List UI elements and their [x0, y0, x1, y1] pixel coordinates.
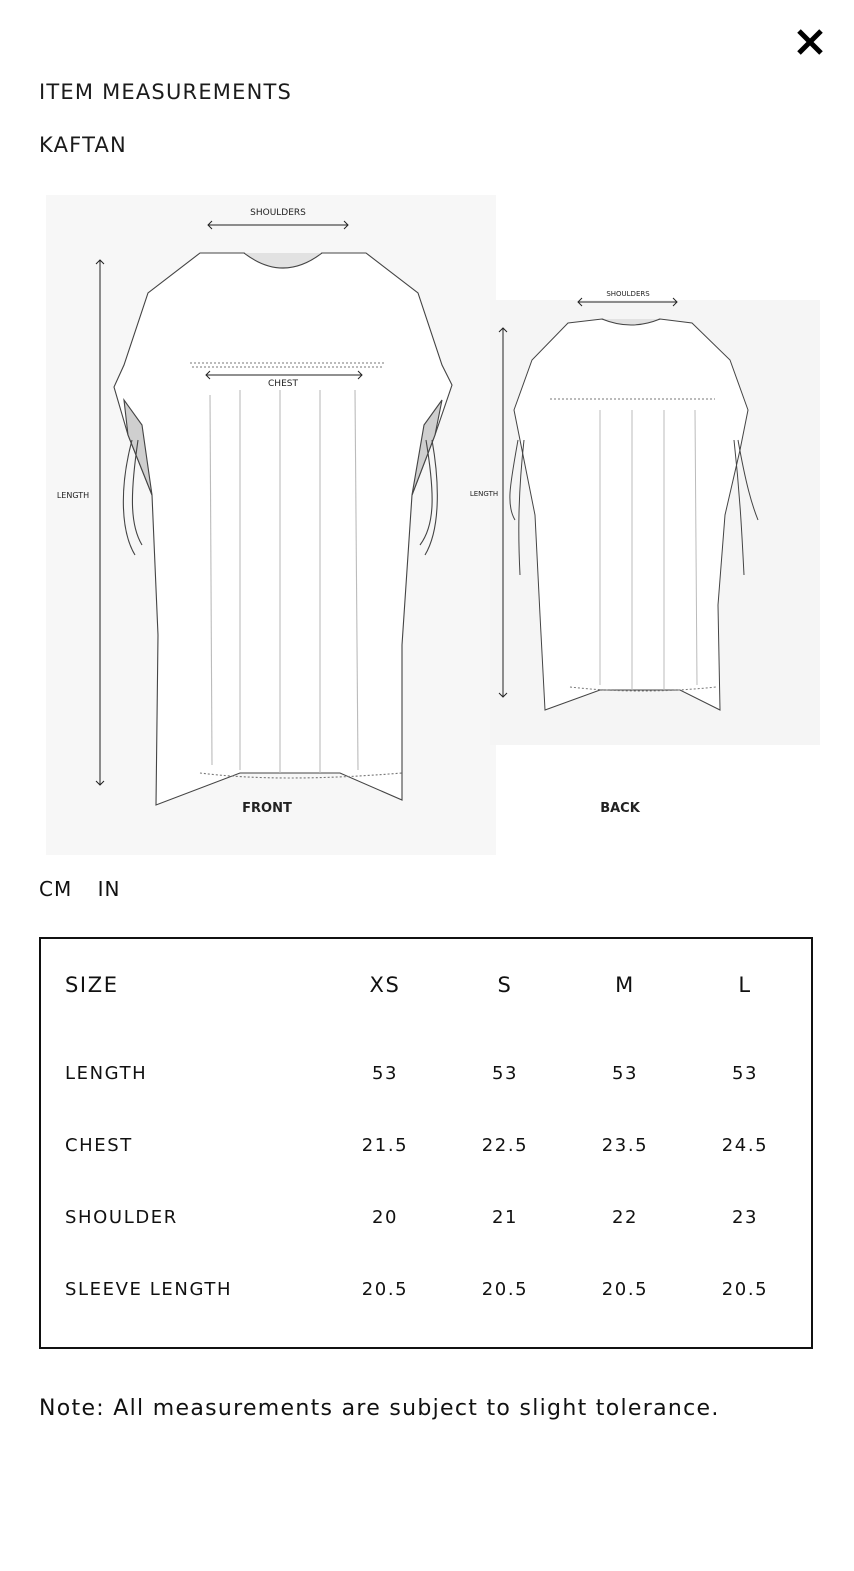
- table-cell: 22.5: [481, 1134, 529, 1156]
- front-garment-illustration: [114, 253, 452, 805]
- close-button[interactable]: [790, 22, 830, 62]
- table-cell: 20: [371, 1206, 399, 1228]
- table-cell: 21: [491, 1206, 519, 1228]
- table-cell: 23.5: [601, 1134, 649, 1156]
- row-label: LENGTH: [65, 1062, 148, 1084]
- table-row: [65, 1181, 805, 1253]
- front-shoulders-label: SHOULDERS: [250, 208, 306, 218]
- unit-in-button[interactable]: IN: [97, 877, 121, 901]
- tolerance-note: Note: All measurements are subject to slight tolerance.: [39, 1396, 720, 1421]
- table-cell: 20.5: [361, 1278, 409, 1300]
- row-label: CHEST: [65, 1134, 133, 1156]
- table-cell: 20.5: [601, 1278, 649, 1300]
- unit-toggle: [39, 877, 138, 901]
- size-column-header: M: [615, 973, 635, 997]
- table-row: [65, 1109, 805, 1181]
- size-chart: [39, 937, 813, 1349]
- front-label: FRONT: [242, 801, 292, 816]
- unit-cm-button[interactable]: CM: [39, 877, 73, 901]
- size-table: [65, 967, 805, 1325]
- table-cell: 23: [731, 1206, 759, 1228]
- back-label: BACK: [600, 801, 640, 816]
- table-cell: 20.5: [481, 1278, 529, 1300]
- size-column-header: L: [738, 973, 752, 997]
- table-row: [65, 1037, 805, 1109]
- table-cell: 20.5: [721, 1278, 769, 1300]
- table-cell: 53: [611, 1062, 639, 1084]
- table-cell: 53: [731, 1062, 759, 1084]
- table-cell: 53: [491, 1062, 519, 1084]
- product-name: KAFTAN: [39, 133, 127, 157]
- size-header: SIZE: [65, 973, 119, 997]
- size-column-header: XS: [369, 973, 401, 997]
- table-cell: 22: [611, 1206, 639, 1228]
- back-length-label: LENGTH: [469, 490, 499, 498]
- row-label: SLEEVE LENGTH: [65, 1278, 233, 1300]
- table-header-row: [65, 967, 805, 1037]
- modal-title: ITEM MEASUREMENTS: [39, 80, 293, 104]
- table-cell: 21.5: [361, 1134, 409, 1156]
- size-column-header: S: [497, 973, 513, 997]
- measurement-diagram: [40, 195, 820, 855]
- table-cell: 24.5: [721, 1134, 769, 1156]
- back-shoulders-label: SHOULDERS: [606, 290, 650, 298]
- front-chest-label: CHEST: [268, 379, 298, 389]
- front-length-label: LENGTH: [56, 491, 90, 500]
- table-row: [65, 1253, 805, 1325]
- close-icon: [796, 28, 824, 56]
- row-label: SHOULDER: [65, 1206, 178, 1228]
- table-cell: 53: [371, 1062, 399, 1084]
